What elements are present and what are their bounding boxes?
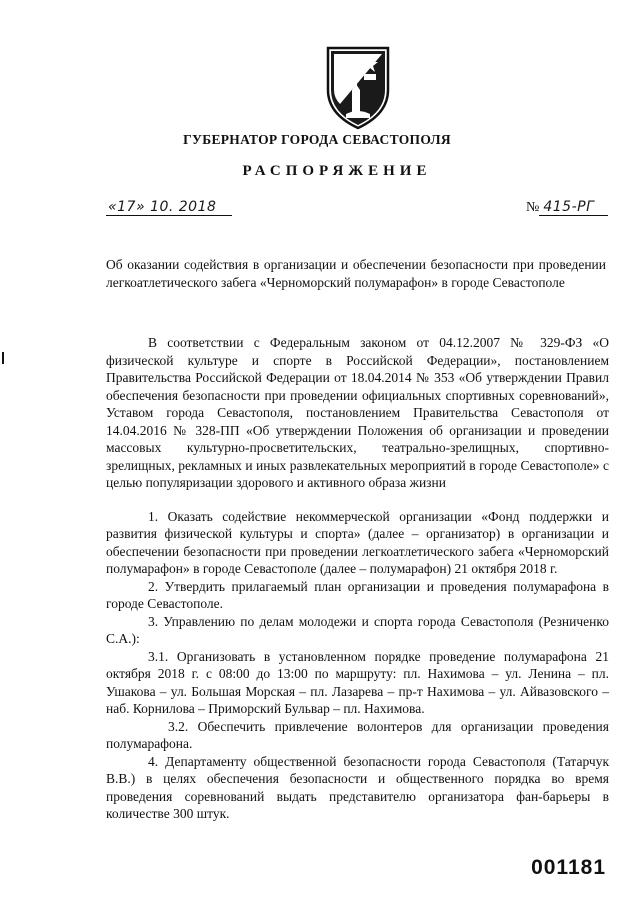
document-date (106, 199, 232, 216)
date-close-quote: » (135, 199, 146, 215)
preamble-paragraph: В соответствии с Федеральным законом от 04.12.2007 № 329-ФЗ «О физической культуре и спорте в Российской Федерации», постановлением Правительства Российской Федерации от 18.04.2014 № 353 «Об утверждении Правил обеспечения безопасности при проведении официальных спортивных соревнований», Уставом города Севастополя, постановлением Правительства Севастополя от 14.04.2016 № 328-ПП «Об утверждении Положения об организации и проведении массовых культурно-просветительских, театрально-зрелищных, спортивно-зрелищных, рекламных и иных развлекательных мероприятий в городе Севастополе» с целью популяризации здорового и активного образа жизни (106, 335, 609, 490)
date-open-quote: « (108, 199, 118, 215)
item-1: 1. Оказать содействие некоммерческой организации «Фонд поддержки и развития физической культуры и спорта» (далее – организатор) в организации и обеспечении безопасности при проведении легкоатлетического забега «Черноморский полумарафон» в городе Севастополе (далее – полумарафон) 21 октября 2018 г. (106, 508, 609, 576)
number-handwritten: 415-РГ (539, 199, 608, 216)
item-3-1: 3.1. Организовать в установленном порядке проведение полумарафона 21 октября 2018 г. с 08:00 до 13:00 по маршруту: пл. Нахимова – ул. Ленина – пл. Ушакова – ул. Большая Морская – пл. Лазарева – пр-т Нахимова – ул. Айвазовского – наб. Корнилова – Приморский Бульвар – пл. Нахимова. (106, 648, 609, 716)
paragraph-gap (106, 492, 609, 508)
document-type-title: РАСПОРЯЖЕНИЕ (242, 163, 432, 179)
serial-number: 001181 (531, 856, 606, 879)
number-sign: № (526, 200, 540, 215)
item-3: 3. Управлению по делам молодежи и спорта города Севастополя (Резниченко С.А.): (106, 613, 609, 646)
scan-edge-mark (2, 352, 4, 364)
date-handwritten (106, 199, 232, 216)
document-subject: Об оказании содействия в организации и обеспечении безопасности при проведении легкоатлетического забега «Черноморский полумарафон» в городе Севастополе (106, 257, 606, 290)
document-body (106, 334, 609, 823)
issuing-authority: ГУБЕРНАТОР ГОРОДА СЕВАСТОПОЛЯ (183, 132, 451, 147)
document-number (526, 199, 608, 216)
item-2: 2. Утвердить прилагаемый план организации и проведения полумарафона в городе Севастополе. (106, 578, 609, 611)
coat-of-arms-icon (322, 44, 394, 130)
date-month-year: 10. 2018 (150, 199, 217, 215)
item-4: 4. Департаменту общественной безопасности города Севастополя (Татарчук В.В.) в целях обеспечения безопасности и общественного порядка во время проведения соревнований выдать представителю организатора фан-барьеры в количестве 300 штук. (106, 753, 609, 821)
item-3-2: 3.2. Обеспечить привлечение волонтеров для организации проведения полумарафона. (106, 718, 609, 751)
date-day: 17 (117, 199, 136, 215)
